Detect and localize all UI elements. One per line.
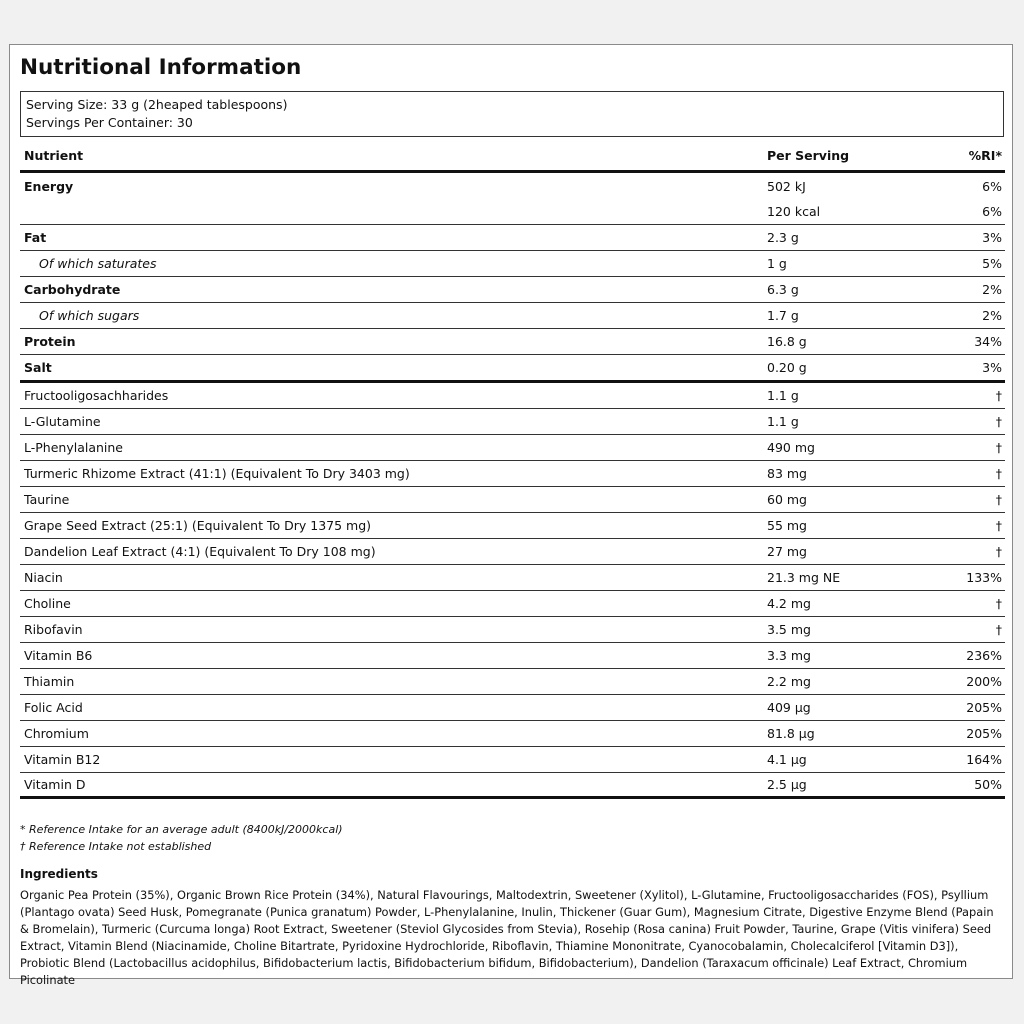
table-header — [20, 141, 1005, 173]
per-serving-value: 6.3 g — [767, 282, 799, 297]
header-ri: %RI* — [968, 148, 1002, 163]
table-row-sugars — [20, 303, 1005, 329]
nutrient-name: Protein — [24, 334, 76, 349]
ri-value: 6% — [982, 178, 1002, 194]
per-serving-value: 2.2 mg — [767, 674, 811, 689]
ri-value: 200% — [966, 674, 1002, 689]
nutrient-name: Fructooligosachharides — [24, 388, 169, 403]
table-row-energy-kj — [20, 173, 1005, 199]
nutrient-name: Grape Seed Extract (25:1) (Equivalent To Dry 1375 mg) — [24, 518, 372, 533]
ri-value: † — [995, 440, 1002, 455]
nutrient-name: Dandelion Leaf Extract (4:1) (Equivalent To Dry 108 mg) — [24, 544, 376, 559]
header-nutrient: Nutrient — [24, 148, 84, 163]
per-serving-value: 81.8 µg — [767, 726, 815, 741]
nutrient-name: Niacin — [24, 570, 63, 585]
ri-value: 133% — [966, 570, 1002, 585]
per-serving-value: 0.20 g — [767, 360, 807, 375]
nutrient-name: Folic Acid — [24, 700, 83, 715]
table-row — [20, 539, 1005, 565]
table-row — [20, 747, 1005, 773]
table-row — [20, 773, 1005, 799]
nutrition-table — [20, 141, 1005, 799]
ri-value: 3% — [982, 230, 1002, 245]
nutrient-name: Of which saturates — [39, 256, 157, 271]
header-per-serving: Per Serving — [767, 148, 850, 163]
ri-value: 205% — [966, 726, 1002, 741]
ri-value: † — [995, 466, 1002, 481]
ri-value: 205% — [966, 700, 1002, 715]
ri-value: † — [995, 596, 1002, 611]
per-serving-value: 2.5 µg — [767, 777, 807, 792]
per-serving-value: 83 mg — [767, 466, 807, 481]
table-row — [20, 435, 1005, 461]
nutrient-name: Choline — [24, 596, 71, 611]
serving-info-box — [20, 91, 1004, 137]
ri-value: † — [995, 518, 1002, 533]
table-row — [20, 409, 1005, 435]
table-row — [20, 643, 1005, 669]
nutrient-name: Ribofavin — [24, 622, 83, 637]
ri-value: 34% — [974, 334, 1002, 349]
nutrient-name: Vitamin D — [24, 777, 86, 792]
per-serving-value: 3.3 mg — [767, 648, 811, 663]
ri-value: 3% — [982, 360, 1002, 375]
nutrient-name: Salt — [24, 360, 52, 375]
ri-value: 5% — [982, 256, 1002, 271]
ri-value: 2% — [982, 282, 1002, 297]
per-serving-value: 120 kcal — [767, 204, 821, 219]
dagger-footnote: † Reference Intake not established — [20, 840, 212, 853]
nutrient-name: Taurine — [24, 492, 70, 507]
per-serving-value: 409 µg — [767, 700, 811, 715]
ri-value: 2% — [982, 308, 1002, 323]
nutrient-name: L-Glutamine — [24, 414, 101, 429]
per-serving-value: 1 g — [767, 256, 787, 271]
per-serving-value: 4.1 µg — [767, 752, 807, 767]
per-serving-value: 21.3 mg NE — [767, 570, 841, 585]
ri-value: 6% — [982, 204, 1002, 219]
per-serving-value: 502 kJ — [767, 178, 806, 194]
per-serving-value: 16.8 g — [767, 334, 807, 349]
table-row-saturates — [20, 251, 1005, 277]
nutrient-name: Fat — [24, 230, 47, 245]
ri-footnote: * Reference Intake for an average adult (8400kJ/2000kcal) — [20, 823, 343, 836]
per-serving-value: 2.3 g — [767, 230, 799, 245]
table-row — [20, 487, 1005, 513]
additional-nutrients — [20, 383, 1005, 799]
table-row — [20, 513, 1005, 539]
per-serving-value: 1.7 g — [767, 308, 799, 323]
table-row — [20, 383, 1005, 409]
per-serving-value: 60 mg — [767, 492, 807, 507]
per-serving-value: 1.1 g — [767, 388, 799, 403]
page-title: Nutritional Information — [20, 55, 302, 80]
servings-per-container: Servings Per Container: 30 — [26, 115, 193, 130]
ri-value: † — [995, 622, 1002, 637]
nutrient-name: Vitamin B12 — [24, 752, 101, 767]
nutrient-name: Carbohydrate — [24, 282, 121, 297]
per-serving-value: 4.2 mg — [767, 596, 811, 611]
per-serving-value: 27 mg — [767, 544, 807, 559]
nutrient-name: Of which sugars — [39, 308, 140, 323]
ingredients-title: Ingredients — [20, 867, 98, 881]
table-row — [20, 669, 1005, 695]
table-row-fat — [20, 225, 1005, 251]
table-row — [20, 565, 1005, 591]
table-row-protein — [20, 329, 1005, 355]
table-row — [20, 617, 1005, 643]
nutrient-name: Thiamin — [24, 674, 75, 689]
per-serving-value: 55 mg — [767, 518, 807, 533]
ri-value: 50% — [974, 777, 1002, 792]
footnotes — [20, 821, 343, 855]
ingredients-text: Organic Pea Protein (35%), Organic Brown Rice Protein (34%), Natural Flavourings, Maltodextrin, Sweetener (Xylitol), L-Glutamine, Fructooligosaccharides (FOS), Psyllium (Plantago ovata) Seed Husk, Pomegranate (Punica granatum) Powder, L-Phenylalanine, Inulin, Thickener (Guar Gum), Magnesium Citrate, Digestive Enzyme Blend (Papain & Bromelain), Turmeric (Curcuma longa) Root Extract, Sweetener (Steviol Glycosides from Stevia), Rosehip (Rosa canina) Fruit Powder, Taurine, Grape (Vitis vinifera) Seed Extract, Vitamin Blend (Niacinamide, Choline Bitartrate, Pyridoxine Hydrochloride, Riboflavin, Thiamine Mononitrate, Cyanocobalamin, Cholecalciferol [Vitamin D3]), Probiotic Blend (Lactobacillus acidophilus, Bifidobacterium lactis, Bifidobacterium bifidum, Bifidobacterium), Dandelion (Taraxacum officinale) Leaf Extract, Chromium Picolinate — [20, 888, 994, 987]
table-row-energy-kcal — [20, 199, 1005, 225]
ri-value: † — [995, 492, 1002, 507]
table-row — [20, 591, 1005, 617]
nutrition-panel — [9, 44, 1013, 987]
serving-size: Serving Size: 33 g (2heaped tablespoons) — [26, 97, 288, 112]
per-serving-value: 490 mg — [767, 440, 815, 455]
ri-value: † — [995, 544, 1002, 559]
ri-value: 236% — [966, 648, 1002, 663]
ri-value: † — [995, 414, 1002, 429]
table-row — [20, 695, 1005, 721]
table-row — [20, 461, 1005, 487]
ri-value: † — [995, 388, 1002, 403]
nutrient-name: Turmeric Rhizome Extract (41:1) (Equivalent To Dry 3403 mg) — [24, 466, 410, 481]
nutrient-name: Energy — [24, 178, 74, 194]
nutrient-name: Chromium — [24, 726, 89, 741]
table-row-carbohydrate — [20, 277, 1005, 303]
nutrient-name: L-Phenylalanine — [24, 440, 123, 455]
table-row — [20, 721, 1005, 747]
per-serving-value: 1.1 g — [767, 414, 799, 429]
per-serving-value: 3.5 mg — [767, 622, 811, 637]
table-row-salt — [20, 355, 1005, 383]
nutrient-name: Vitamin B6 — [24, 648, 93, 663]
ri-value: 164% — [966, 752, 1002, 767]
